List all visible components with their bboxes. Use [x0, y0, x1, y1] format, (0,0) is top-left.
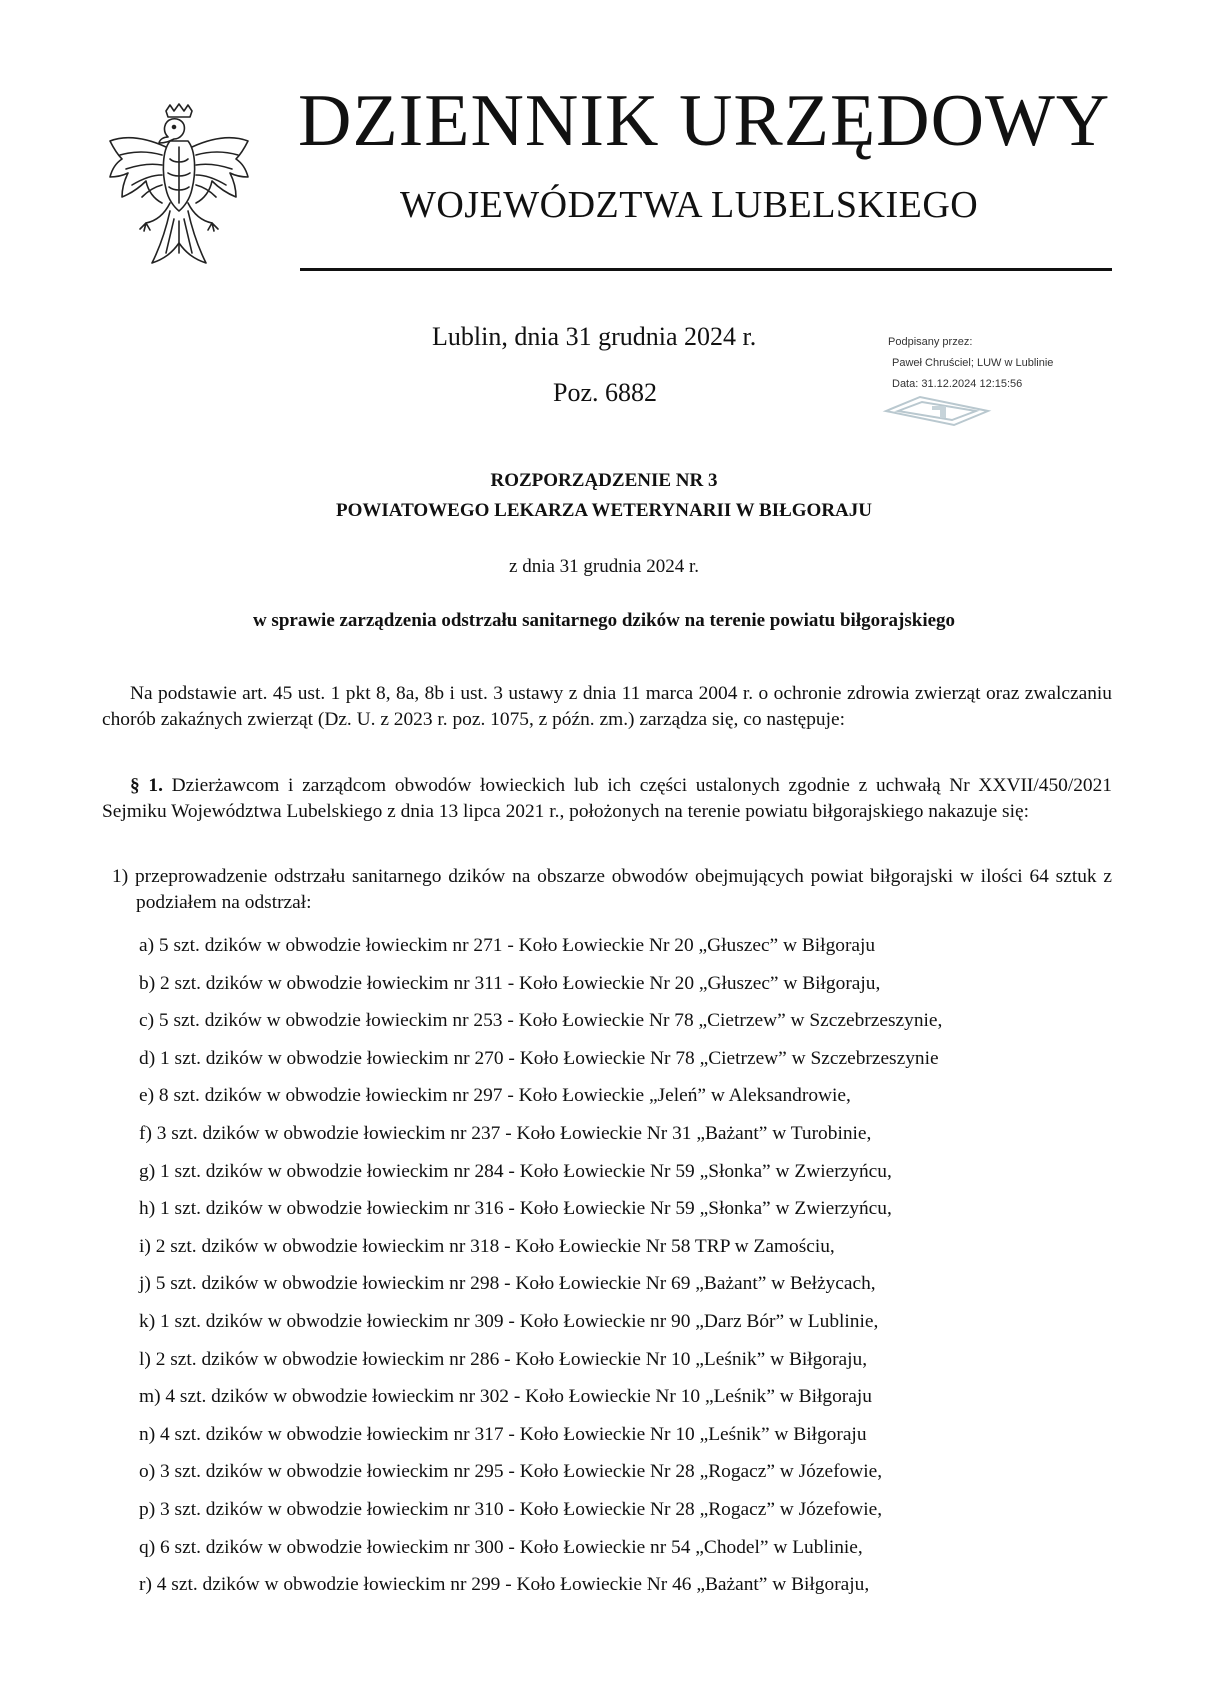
- list-item: e) 8 szt. dzików w obwodzie łowieckim nr 297 - Koło Łowieckie „Jeleń” w Aleksandrowie,: [139, 1085, 851, 1107]
- section-1-text: Dzierżawcom i zarządcom obwodów łowieckich lub ich części ustalonych zgodnie z uchwałą Nr XXVII/450/2021 Sejmiku Województwa Lubelskiego z dnia 13 lipca 2021 r., położonych na terenie powiatu biłgorajskiego nakazuje się:: [102, 775, 1113, 822]
- journal-title: DZIENNIK URZĘDOWY: [298, 80, 1111, 162]
- list-item: d) 1 szt. dzików w obwodzie łowieckim nr 270 - Koło Łowieckie Nr 78 „Cietrzew” w Szczebrzeszynie: [139, 1047, 939, 1069]
- list-item: p) 3 szt. dzików w obwodzie łowieckim nr 310 - Koło Łowieckie Nr 28 „Rogacz” w Józefowie,: [139, 1498, 883, 1520]
- publication-place-date: Lublin, dnia 31 grudnia 2024 r.: [432, 322, 757, 351]
- section-1-paragraph: [102, 773, 1112, 825]
- regulation-authority: POWIATOWEGO LEKARZA WETERYNARII W BIŁGORAJU: [335, 500, 873, 521]
- regulation-date: z dnia 31 grudnia 2024 r.: [509, 556, 699, 577]
- regulation-subject: w sprawie zarządzenia odstrzału sanitarnego dzików na terenie powiatu biłgorajskiego: [252, 610, 956, 631]
- list-item: r) 4 szt. dzików w obwodzie łowieckim nr 299 - Koło Łowieckie Nr 46 „Bażant” w Biłgoraju,: [139, 1574, 870, 1596]
- signature-date: Data: 31.12.2024 12:15:56: [892, 378, 1023, 390]
- list-item: j) 5 szt. dzików w obwodzie łowieckim nr 298 - Koło Łowieckie Nr 69 „Bażant” w Bełżycach,: [139, 1273, 876, 1295]
- journal-subtitle: WOJEWÓDZTWA LUBELSKIEGO: [400, 184, 979, 226]
- list-item: k) 1 szt. dzików w obwodzie łowieckim nr 309 - Koło Łowieckie nr 90 „Darz Bór” w Lublinie,: [139, 1310, 879, 1332]
- list-item: f) 3 szt. dzików w obwodzie łowieckim nr 237 - Koło Łowieckie Nr 31 „Bażant” w Turobinie,: [139, 1122, 872, 1144]
- culling-allocation-list: [139, 927, 1119, 1604]
- signature-stamp-icon: [882, 394, 992, 428]
- point-1-paragraph: 1) przeprowadzenie odstrzału sanitarnego dzików na obszarze obwodów obejmujących powiat biłgorajski w ilości 64 sztuk z podziałem na odstrzał:: [112, 866, 1112, 913]
- masthead-divider: [300, 268, 1112, 271]
- regulation-title: ROZPORZĄDZENIE NR 3: [490, 470, 718, 491]
- list-item: h) 1 szt. dzików w obwodzie łowieckim nr 316 - Koło Łowieckie Nr 59 „Słonka” w Zwierzyńcu,: [139, 1198, 892, 1220]
- list-item: a) 5 szt. dzików w obwodzie łowieckim nr 271 - Koło Łowieckie Nr 20 „Głuszec” w Biłgoraju: [139, 935, 876, 956]
- signature-label: Podpisany przez:: [888, 336, 973, 348]
- list-item: i) 2 szt. dzików w obwodzie łowieckim nr 318 - Koło Łowieckie Nr 58 TRP w Zamościu,: [139, 1235, 835, 1257]
- position-number: Poz. 6882: [553, 378, 657, 407]
- list-item: l) 2 szt. dzików w obwodzie łowieckim nr 286 - Koło Łowieckie Nr 10 „Leśnik” w Biłgoraju,: [139, 1348, 868, 1370]
- electronic-signature-block: [888, 332, 1148, 395]
- list-item: n) 4 szt. dzików w obwodzie łowieckim nr 317 - Koło Łowieckie Nr 10 „Leśnik” w Biłgoraju: [139, 1423, 867, 1445]
- eagle-emblem-icon: [104, 103, 254, 273]
- section-mark: § 1.: [130, 775, 163, 796]
- list-item: q) 6 szt. dzików w obwodzie łowieckim nr 300 - Koło Łowieckie nr 54 „Chodel” w Lublinie,: [139, 1536, 863, 1558]
- list-item: b) 2 szt. dzików w obwodzie łowieckim nr 311 - Koło Łowieckie Nr 20 „Głuszec” w Biłgoraju,: [139, 972, 881, 994]
- list-item: m) 4 szt. dzików w obwodzie łowieckim nr 302 - Koło Łowieckie Nr 10 „Leśnik” w Biłgoraju: [139, 1386, 872, 1408]
- list-item: g) 1 szt. dzików w obwodzie łowieckim nr 284 - Koło Łowieckie Nr 59 „Słonka” w Zwierzyńcu,: [139, 1160, 892, 1182]
- list-item: o) 3 szt. dzików w obwodzie łowieckim nr 295 - Koło Łowieckie Nr 28 „Rogacz” w Józefowie,: [139, 1461, 883, 1483]
- signature-signer: Paweł Chruściel; LUW w Lublinie: [892, 357, 1054, 369]
- list-item: c) 5 szt. dzików w obwodzie łowieckim nr 253 - Koło Łowieckie Nr 78 „Cietrzew” w Szczebrzeszynie,: [139, 1010, 943, 1032]
- legal-basis-paragraph: Na podstawie art. 45 ust. 1 pkt 8, 8a, 8b i ust. 3 ustawy z dnia 11 marca 2004 r. o ochronie zdrowia zwierząt oraz zwalczaniu chorób zakaźnych zwierząt (Dz. U. z 2023 r. poz. 1075, z późn. zm.) zarządza się, co następuje:: [102, 683, 1112, 730]
